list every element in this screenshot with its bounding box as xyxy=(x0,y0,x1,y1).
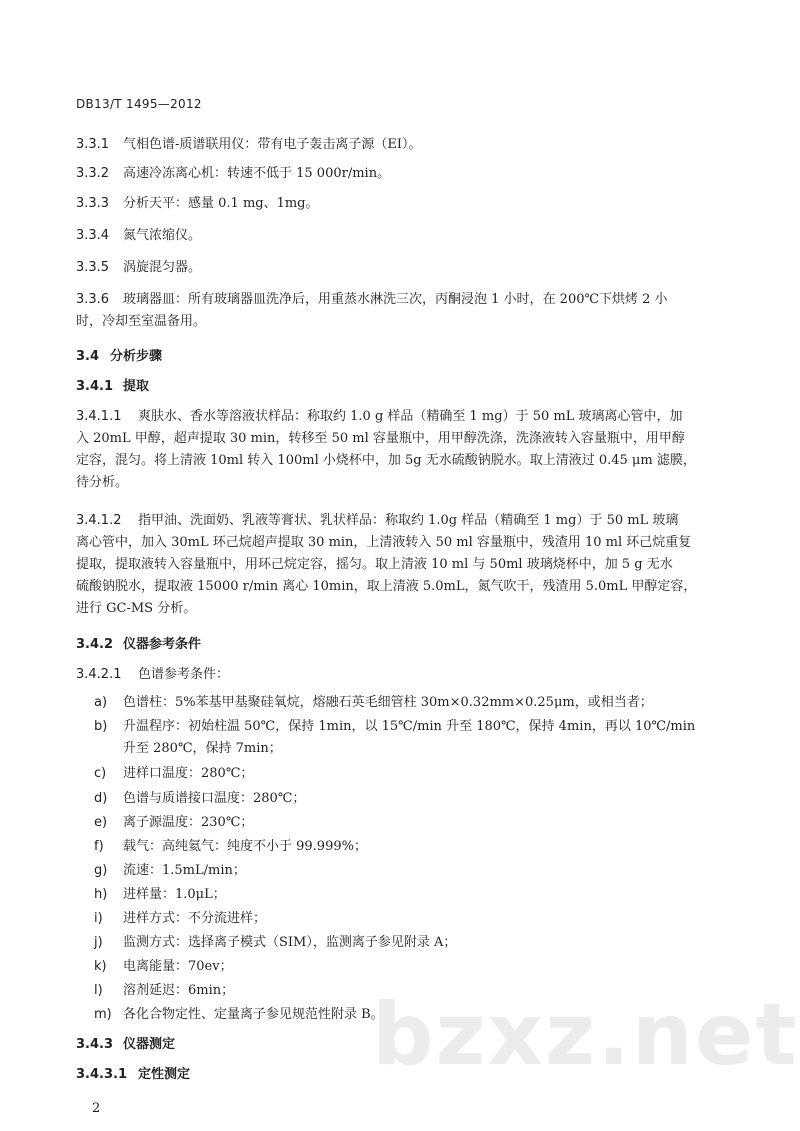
paragraph-line-4: 硫酸钠脱水，提取液 15000 r/min 离心 10min，取上清液 5.0mL，氮气吹干，残渣用 5.0mL 甲醇定容， xyxy=(76,579,697,594)
section-number: 3.3.2 xyxy=(76,166,110,181)
list-item-text-line-2: 升至 280℃，保持 7min； xyxy=(123,741,282,756)
list-item-text: 各化合物定性、定量离子参见规范性附录 B。 xyxy=(123,1007,384,1022)
section-number: 3.3.1 xyxy=(76,137,110,152)
section-text: 高速冷冻离心机：转速不低于 15 000r/min。 xyxy=(123,166,391,181)
section-text: 氮气浓缩仪。 xyxy=(123,228,202,243)
section-number: 3.3.5 xyxy=(76,260,110,275)
list-item-label: j) xyxy=(94,935,103,950)
watermark: bzxz.net xyxy=(372,985,799,1085)
paragraph-number: 3.4.1.2 xyxy=(76,513,122,528)
paragraph-number: 3.4.1.1 xyxy=(76,409,122,424)
list-item-text: 监测方式：选择离子模式（SIM），监测离子参见附录 A； xyxy=(123,935,457,950)
list-item-label: d) xyxy=(94,791,108,806)
heading-number: 3.4 xyxy=(76,349,100,364)
heading-number: 3.4.3.1 xyxy=(76,1067,127,1082)
paragraph-line-2: 入 20mL 甲醇，超声提取 30 min，转移至 50 ml 容量瓶中，用甲醇洗涤，洗涤液转入容量瓶中，用甲醇 xyxy=(76,431,685,446)
section-text-line-1: 玻璃器皿：所有玻璃器皿洗净后，用重蒸水淋洗三次，丙酮浸泡 1 小时，在 200℃下烘烤 2 小 xyxy=(123,292,668,307)
list-item-text: 载气：高纯氦气：纯度不小于 99.999%； xyxy=(123,839,367,854)
section-text: 气相色谱-质谱联用仪：带有电子轰击离子源（EI）。 xyxy=(123,137,422,152)
list-item-label: i) xyxy=(94,911,103,926)
list-item-text: 色谱柱：5%苯基甲基聚硅氧烷，熔融石英毛细管柱 30m×0.32mm×0.25μm，或相当者； xyxy=(123,695,653,710)
list-item-label: a) xyxy=(94,695,108,710)
section-number: 3.3.4 xyxy=(76,228,110,243)
list-item-text: 溶剂延迟：6min； xyxy=(123,983,235,998)
paragraph-number: 3.4.2.1 xyxy=(76,667,122,682)
section-number: 3.3.3 xyxy=(76,196,110,211)
page-number: 2 xyxy=(92,1101,101,1116)
list-item-text: 进样量：1.0μL； xyxy=(123,887,226,902)
list-item-label: l) xyxy=(94,983,103,998)
paragraph-text: 色谱参考条件： xyxy=(138,667,230,682)
paragraph-line-3: 提取，提取液转入容量瓶中，用环己烷定容，摇匀。取上清液 10 ml 与 50ml 玻璃烧杯中，加 5 g 无水 xyxy=(76,557,673,572)
heading-title: 仪器测定 xyxy=(123,1037,176,1052)
paragraph-line-5: 进行 GC-MS 分析。 xyxy=(76,601,197,616)
section-text: 分析天平：感量 0.1 mg、1mg。 xyxy=(123,196,319,211)
list-item-text: 进样方式：不分流进样； xyxy=(123,911,267,926)
paragraph-line-4: 待分析。 xyxy=(76,475,129,490)
heading-number: 3.4.1 xyxy=(76,379,114,394)
heading-title: 仪器参考条件 xyxy=(123,637,202,652)
paragraph-line-2: 离心管中，加入 30mL 环己烷超声提取 30 min，上清液转入 50 ml 容量瓶中，残渣用 10 ml 环己烷重复 xyxy=(76,535,692,550)
heading-title: 分析步骤 xyxy=(110,349,163,364)
document-header: DB13/T 1495—2012 xyxy=(76,97,202,111)
list-item-label: k) xyxy=(94,959,107,974)
paragraph-line-1: 爽肤水、香水等溶液状样品：称取约 1.0 g 样品（精确至 1 mg）于 50 mL 玻璃离心管中，加 xyxy=(138,409,683,424)
list-item-label: m) xyxy=(94,1007,112,1022)
paragraph-line-3: 定容，混匀。将上清液 10ml 转入 100ml 小烧杯中，加 5g 无水硫酸钠脱水。取上清液过 0.45 μm 滤膜， xyxy=(76,453,696,468)
list-item-text: 离子源温度：230℃； xyxy=(123,815,254,830)
heading-title: 定性测定 xyxy=(138,1067,191,1082)
list-item-text-line-1: 升温程序：初始柱温 50℃，保持 1min，以 15℃/min 升至 180℃，保持 4min，再以 10℃/min xyxy=(123,719,696,734)
section-text-line-2: 时，冷却至室温备用。 xyxy=(76,314,207,329)
list-item-text: 流速：1.5mL/min； xyxy=(123,863,246,878)
section-text: 涡旋混匀器。 xyxy=(123,260,202,275)
list-item-label: f) xyxy=(94,839,104,854)
list-item-text: 色谱与质谱接口温度：280℃； xyxy=(123,791,306,806)
heading-title: 提取 xyxy=(123,379,150,394)
heading-number: 3.4.3 xyxy=(76,1037,114,1052)
list-item-label: c) xyxy=(94,766,107,781)
heading-number: 3.4.2 xyxy=(76,637,114,652)
list-item-text: 进样口温度：280℃； xyxy=(123,766,254,781)
section-number: 3.3.6 xyxy=(76,292,110,307)
list-item-label: b) xyxy=(94,719,108,734)
paragraph-line-1: 指甲油、洗面奶、乳液等膏状、乳状样品：称取约 1.0g 样品（精确至 1 mg）于 50 mL 玻璃 xyxy=(138,513,679,528)
list-item-label: h) xyxy=(94,887,108,902)
list-item-label: g) xyxy=(94,863,108,878)
list-item-label: e) xyxy=(94,815,108,830)
list-item-text: 电离能量：70ev； xyxy=(123,959,233,974)
